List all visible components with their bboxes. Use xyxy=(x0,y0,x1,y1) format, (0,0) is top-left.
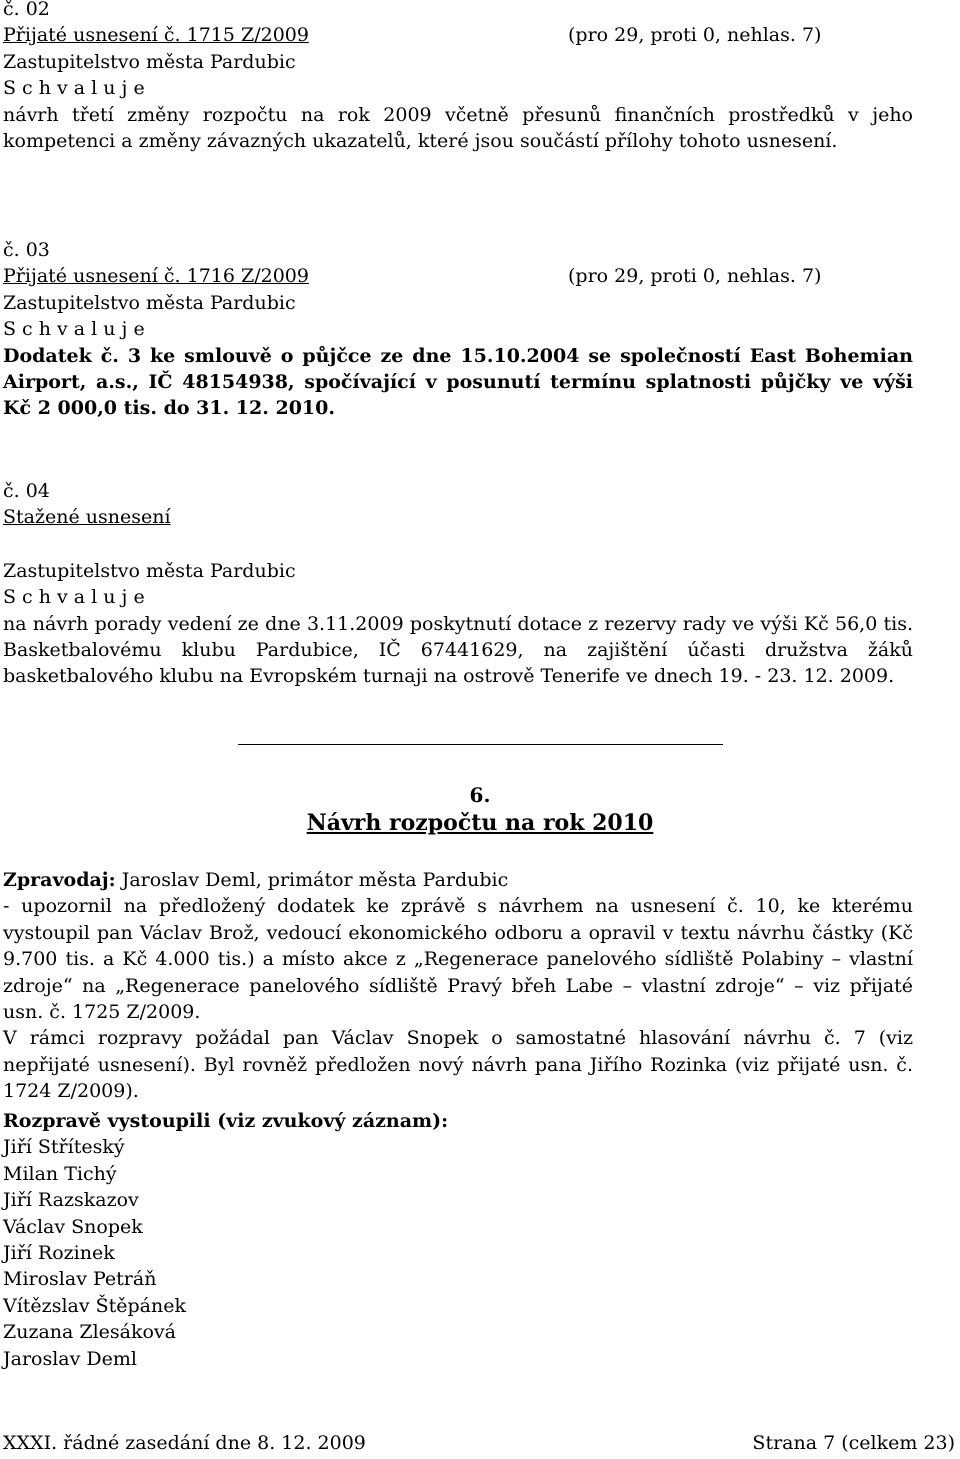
section-title: Návrh rozpočtu na rok 2010 xyxy=(306,810,654,836)
item-03 xyxy=(3,237,913,422)
council-name: Zastupitelstvo města Pardubic xyxy=(3,559,296,582)
vote-result: (pro 29, proti 0, nehlas. 7) xyxy=(568,24,822,47)
section-divider xyxy=(238,744,723,745)
page-footer xyxy=(3,1431,955,1455)
speaker-item: Zuzana Zlesáková xyxy=(3,1321,176,1344)
speaker-item: Jiří Rozinek xyxy=(3,1242,115,1265)
report-paragraph-2: V rámci rozpravy požádal pan Václav Snopek o samostatné hlasování návrhu č. 7 (viz nepřijaté usnesení). Byl rovněž předložen nový návrh pana Jiřího Rozinka (viz přijaté usn. č. 1724 Z/2009). xyxy=(3,1027,913,1103)
speaker-item: Vítězslav Štěpánek xyxy=(3,1294,186,1317)
council-name: Zastupitelstvo města Pardubic xyxy=(3,291,296,314)
resolution-row xyxy=(3,263,913,289)
item-number: č. 04 xyxy=(3,480,50,502)
speaker-item: Jiří Stříteský xyxy=(3,1136,125,1159)
resolution-text: návrh třetí změny rozpočtu na rok 2009 včetně přesunů finančních prostředků v jeho kompetenci a změny závazných ukazatelů, které jsou součástí přílohy tohoto usnesení. xyxy=(3,103,913,153)
speaker-item: Milan Tichý xyxy=(3,1162,117,1185)
resolution-text: Dodatek č. 3 ke smlouvě o půjčce ze dne 15.10.2004 se společností East Bohemian Airport, a.s., IČ 48154938, spočívající v posunutí termínu splatnosti půjčky ve výši Kč 2 000,0 tis. do 31. 12. 2010. xyxy=(3,344,913,420)
resolution-row xyxy=(3,22,913,48)
council-name: Zastupitelstvo města Pardubic xyxy=(3,50,296,73)
vote-result: (pro 29, proti 0, nehlas. 7) xyxy=(568,265,822,288)
item-number: č. 03 xyxy=(3,239,50,261)
item-04 xyxy=(3,478,913,690)
item-number: č. 02 xyxy=(3,0,50,20)
item-02 xyxy=(3,0,913,154)
approves-verb: S c h v a l u j e xyxy=(3,77,145,100)
debate xyxy=(3,1108,913,1372)
report-paragraph-1: - upozornil na předložený dodatek ke zprávě s návrhem na usnesení č. 10, ke kterému vystoupil pan Václav Brož, vedoucí ekonomického odboru a opravil v textu návrhu částky (Kč 9.700 tis. a Kč 4.000 tis.) a místo akce z „Regenerace panelového sídliště Polabiny – vlastní zdroje“ na „Regenerace panelového sídliště Pravý břeh Labe – vlastní zdroje“ – viz přijaté usn. č. 1725 Z/2009. xyxy=(3,895,913,1024)
reporter-name: Jaroslav Deml, primátor města Pardubic xyxy=(121,869,509,891)
section-number: 6. xyxy=(469,783,491,807)
speaker-item: Václav Snopek xyxy=(3,1215,143,1238)
resolution-title: Přijaté usnesení č. 1715 Z/2009 xyxy=(3,24,309,47)
resolution-title: Přijaté usnesení č. 1716 Z/2009 xyxy=(3,265,309,288)
debate-heading: Rozpravě vystoupili (viz zvukový záznam): xyxy=(3,1110,449,1132)
resolution-text: na návrh porady vedení ze dne 3.11.2009 poskytnutí dotace z rezervy rady ve výši Kč 56,0 tis. Basketbalovému klubu Pardubice, IČ 67441629, na zajištění účasti družstva žáků basketbalového klubu na Evropském turnaji na ostrově Tenerife ve dnech 19. - 23. 12. 2009. xyxy=(3,612,913,688)
withdrawn-status: Stažené usnesení xyxy=(3,506,171,529)
reporter-line xyxy=(3,867,913,893)
report xyxy=(3,867,913,1105)
speaker-item: Jaroslav Deml xyxy=(3,1347,137,1370)
approves-verb: S c h v a l u j e xyxy=(3,586,145,609)
reporter-label: Zpravodaj: xyxy=(3,869,116,891)
footer-session: XXXI. řádné zasedání dne 8. 12. 2009 xyxy=(3,1432,366,1454)
speaker-item: Jiří Razskazov xyxy=(3,1189,139,1212)
footer-page-number: Strana 7 (celkem 23) xyxy=(752,1432,955,1454)
speaker-item: Miroslav Petráň xyxy=(3,1268,157,1291)
approves-verb: S c h v a l u j e xyxy=(3,318,145,341)
